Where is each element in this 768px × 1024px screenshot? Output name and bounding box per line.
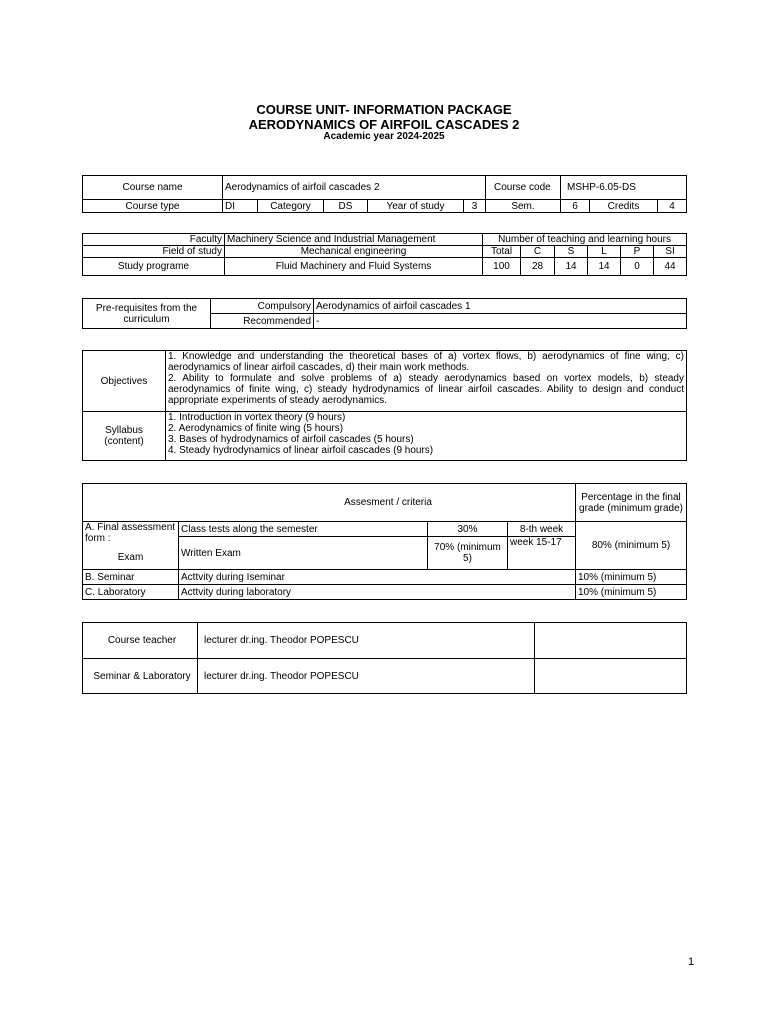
hours-value: 14 — [588, 258, 621, 276]
field-value: Mechanical engineering — [225, 246, 483, 258]
seminar-teacher-value: lecturer dr.ing. Theodor POPESCU — [198, 659, 535, 694]
syllabus-item: 4. Steady hydrodynamics of linear airfoil cascades (9 hours) — [168, 445, 434, 456]
hours-value: 100 — [483, 258, 521, 276]
teachers-table — [82, 622, 687, 694]
compulsory-label: Compulsory — [211, 299, 314, 314]
credits-label: Credits — [590, 200, 658, 213]
programme-value: Fluid Machinery and Fluid Systems — [225, 258, 483, 276]
hours-value: 14 — [555, 258, 588, 276]
field-label: Field of study — [83, 246, 225, 258]
hours-col: Total — [483, 246, 521, 258]
final-pct: 80% (minimum 5) — [576, 522, 687, 570]
hours-value: 44 — [654, 258, 687, 276]
assessment-table — [82, 483, 687, 600]
class-tests-pct: 30% — [428, 522, 508, 537]
course-name-label: Course name — [83, 176, 223, 200]
syllabus-content — [166, 412, 687, 461]
lab-activity: Acttvity during laboratory — [179, 585, 576, 600]
document-subtitle: AERODYNAMICS OF AIRFOIL CASCADES 2 — [248, 117, 520, 132]
course-info-table — [82, 175, 687, 213]
document-title: COURSE UNIT- INFORMATION PACKAGE — [256, 102, 512, 117]
hours-value: 28 — [521, 258, 555, 276]
percentage-header: Percentage in the final grade (minimum grade) — [576, 484, 687, 522]
sem-value: 6 — [561, 200, 590, 213]
programme-label: Study programe — [83, 258, 225, 276]
final-label: A. Final assessment form : — [85, 522, 176, 544]
seminar-pct: 10% (minimum 5) — [576, 570, 687, 585]
year-value: 3 — [464, 200, 486, 213]
objectives-syllabus-table — [82, 350, 687, 461]
written-exam-schedule: week 15-17 — [508, 537, 576, 570]
course-code-value: MSHP-6.05-DS — [561, 176, 687, 200]
hours-col: L — [588, 246, 621, 258]
objectives-label: Objectives — [83, 351, 166, 412]
hours-value: 0 — [621, 258, 654, 276]
objective-2: 2. Ability to formulate and solve problems of a) steady aerodynamics based on vortex models, b) steady aerodynamics of finite wing, c) steady hydrodynamics of linear airfoil cascades. Ability to design and conduct appropriate experiments of steady aerodynamics. — [168, 373, 684, 406]
written-exam-label: Written Exam — [179, 537, 428, 570]
course-type-label: Course type — [83, 200, 223, 213]
course-teacher-value: lecturer dr.ing. Theodor POPESCU — [198, 623, 535, 659]
syllabus-item: 2. Aerodynamics of finite wing (5 hours) — [168, 423, 344, 434]
sem-label: Sem. — [486, 200, 561, 213]
hours-header: Number of teaching and learning hours — [483, 234, 687, 246]
academic-year: Academic year 2024-2025 — [323, 131, 445, 142]
prerequisites-table — [82, 298, 687, 329]
prereq-label: Pre-requisites from the curriculum — [83, 299, 211, 329]
course-type-value: DI — [223, 200, 258, 213]
faculty-label: Faculty — [83, 234, 225, 246]
course-code-label: Course code — [486, 176, 561, 200]
hours-col: P — [621, 246, 654, 258]
class-tests-schedule: 8-th week — [508, 522, 576, 537]
credits-value: 4 — [658, 200, 687, 213]
recommended-label: Recommended — [211, 314, 314, 329]
final-assessment-label — [83, 522, 179, 570]
category-value: DS — [324, 200, 368, 213]
syllabus-item: 3. Bases of hydrodynamics of airfoil cascades (5 hours) — [168, 434, 414, 445]
lab-label: C. Laboratory — [83, 585, 179, 600]
recommended-value: - — [314, 314, 687, 329]
faculty-value: Machinery Science and Industrial Management — [225, 234, 483, 246]
hours-col: C — [521, 246, 555, 258]
lab-pct: 10% (minimum 5) — [576, 585, 687, 600]
faculty-hours-table — [82, 233, 687, 276]
hours-col: S — [555, 246, 588, 258]
written-exam-pct: 70% (minimum 5) — [428, 537, 508, 570]
course-teacher-label: Course teacher — [83, 623, 198, 659]
seminar-label: B. Seminar — [83, 570, 179, 585]
category-label: Category — [258, 200, 324, 213]
hours-col: SI — [654, 246, 687, 258]
compulsory-value: Aerodynamics of airfoil cascades 1 — [314, 299, 687, 314]
criteria-header: Assesment / criteria — [83, 484, 576, 522]
objective-1: 1. Knowledge and understanding the theoretical bases of a) vortex flows, b) aerodynamics of fine wing, c) aerodynamics of linear airfoil cascades, d) their main work methods. — [168, 351, 684, 373]
course-name-value: Aerodynamics of airfoil cascades 2 — [223, 176, 486, 200]
exam-label: Exam — [117, 552, 144, 563]
syllabus-label: Syllabus (content) — [83, 412, 166, 461]
seminar-teacher-label: Seminar & Laboratory — [83, 659, 198, 694]
page-number: 1 — [688, 956, 695, 968]
seminar-teacher-extra — [535, 659, 687, 694]
course-teacher-extra — [535, 623, 687, 659]
syllabus-item: 1. Introduction in vortex theory (9 hours) — [168, 412, 346, 423]
objectives-text — [166, 351, 687, 412]
seminar-activity: Acttvity during Iseminar — [179, 570, 576, 585]
year-label: Year of study — [368, 200, 464, 213]
class-tests-label: Class tests along the semester — [179, 522, 428, 537]
